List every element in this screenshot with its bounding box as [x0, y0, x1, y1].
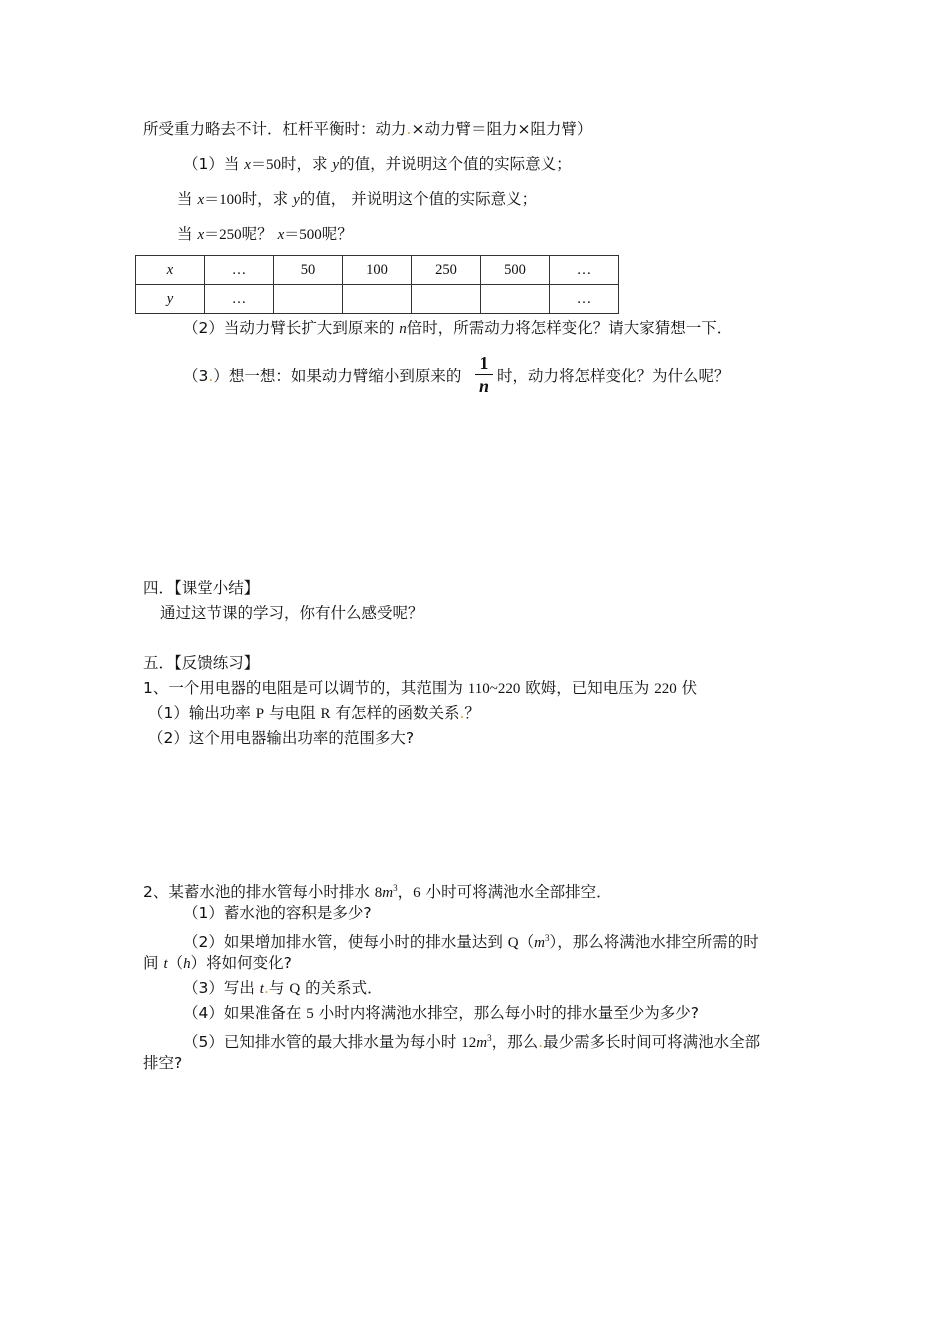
fraction-bar: [475, 374, 493, 375]
section-4-title: 四．【课堂小结】: [143, 579, 260, 597]
question-3: （3.）想一想：如果动力臂缩小到原来的: [183, 367, 462, 385]
table-cell: …: [205, 285, 274, 314]
intro-line: [143, 119, 592, 139]
exercise-2-q4: （4）如果准备在 5 小时内将满池水排空，那么每小时的排水量至少为多少?: [183, 1004, 699, 1022]
table-cell: [343, 285, 412, 314]
table-cell: 500: [481, 256, 550, 285]
mark-dot: .: [538, 1033, 544, 1051]
table-cell: y: [136, 285, 205, 314]
question-2: （2）当动力臂长扩大到原来的 n倍时，所需动力将怎样变化？请大家猜想一下．: [183, 319, 733, 337]
table-cell: …: [205, 256, 274, 285]
table-cell: 250: [412, 256, 481, 285]
table-row-x: [136, 256, 619, 285]
exercise-2-q5-cont: 排空?: [143, 1054, 183, 1072]
table-cell: 50: [274, 256, 343, 285]
table-cell: 100: [343, 256, 412, 285]
exercise-1-part-2: （2）这个用电器输出功率的范围多大?: [148, 729, 415, 747]
exercise-2-q2: （2）如果增加排水管，使每小时的排水量达到 $Q(m^3)$，那么将满池水排空所需的时: [183, 933, 759, 951]
fraction-one-over-n: 1 n: [475, 353, 493, 396]
table-cell: x: [136, 256, 205, 285]
table-cell: [481, 285, 550, 314]
table-row-y: [136, 285, 619, 314]
table-cell: [274, 285, 343, 314]
exercise-2-q5: （5）已知排水管的最大排水量为每小时 $12m^3$，那么.最少需多长时间可将满池水全部: [183, 1033, 761, 1051]
exercise-2-q2-cont: 间 t（h）将如何变化?: [143, 954, 292, 972]
table-cell: …: [550, 256, 619, 285]
mark-dot: .: [406, 120, 412, 138]
exercise-2-q3: （3）写出 t.与 Q 的关系式．: [183, 979, 383, 997]
table-cell: [412, 285, 481, 314]
exercise-2: 2、某蓄水池的排水管每小时排水 $8m^3$，6 小时可将满池水全部排空．: [143, 883, 612, 901]
question-3-end: 时，动力将怎样变化？为什么呢？: [497, 367, 730, 385]
exercise-2-q1: （1）蓄水池的容积是多少?: [183, 904, 372, 922]
question-1b: 当 x＝100时，求 y的值， 并说明这个值的实际意义；: [177, 190, 538, 208]
section-4-text: 通过这节课的学习，你有什么感受呢？: [160, 604, 424, 622]
section-5-title: 五．【反馈练习】: [143, 654, 260, 672]
question-1: （1）当 x＝50时，求 y的值，并说明这个值的实际意义；: [183, 155, 572, 173]
mark-dot: .: [263, 979, 269, 997]
intro-text-a: 所受重力略去不计．杠杆平衡时：动力: [143, 120, 407, 138]
mark-dot: .: [208, 367, 214, 385]
exercise-1-part-1: （1）输出功率 P 与电阻 R 有怎样的函数关系.？: [148, 704, 480, 722]
intro-text-b: ×动力臂＝阻力×阻力臂）: [411, 120, 593, 138]
exercise-1: 1、一个用电器的电阻是可以调节的，其范围为 110~220 欧姆，已知电压为 220 伏: [143, 679, 698, 697]
table-cell: …: [550, 285, 619, 314]
mark-dot: .: [459, 704, 465, 722]
question-1c: 当 x＝250呢？ x＝500呢？: [177, 225, 353, 243]
value-table: [135, 255, 619, 314]
